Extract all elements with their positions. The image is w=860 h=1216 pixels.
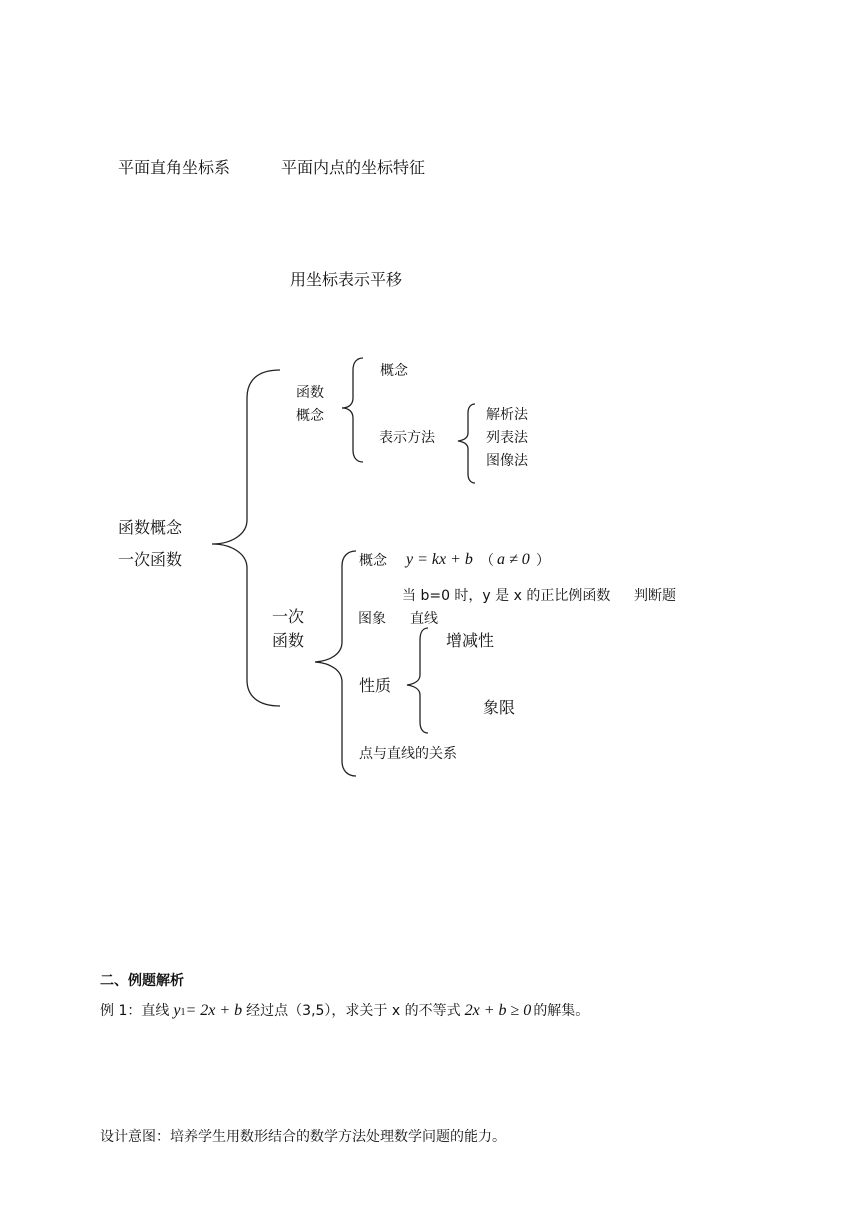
example-eq-subscript: 1 (180, 1007, 186, 1018)
design-intent-text: 设计意图：培养学生用数形结合的数学方法处理数学问题的能力。 (100, 1129, 506, 1145)
graph-item: 图象 (358, 611, 386, 627)
linear-label-line2: 函数 (272, 631, 305, 650)
func-concept-brace (342, 358, 363, 462)
example-suffix: 的解集。 (533, 1003, 590, 1019)
method-table: 列表法 (486, 430, 528, 446)
section-heading: 二、例题解析 (100, 973, 184, 989)
property-brace (407, 628, 428, 733)
example-eq-rest: = 2x + b (185, 1002, 243, 1019)
linear-concept-item: 概念 (359, 553, 387, 569)
root-label-line2: 一次函数 (118, 550, 183, 569)
condition-open-paren: （ (480, 553, 494, 569)
func-concept-label-line1: 函数 (296, 385, 324, 401)
root-label-line1: 函数概念 (118, 518, 183, 537)
translation-label: 用坐标表示平移 (290, 270, 403, 289)
judge-question-label: 判断题 (634, 588, 676, 604)
example-prefix: 例 1：直线 (100, 1003, 170, 1019)
example-1-text (100, 1003, 589, 1019)
root-brace (212, 370, 280, 706)
proportional-note: 当 b=0 时，y 是 x 的正比例函数 (402, 588, 611, 604)
linear-formula: y = kx + b (406, 551, 473, 568)
example-middle: 经过点（3,5），求关于 x 的不等式 (246, 1003, 461, 1019)
method-graph: 图像法 (486, 453, 528, 469)
property-item: 性质 (359, 676, 392, 695)
coord-system-label: 平面直角坐标系 (118, 158, 231, 177)
example-eq-y: y (173, 1002, 181, 1019)
func-concept-label-line2: 概念 (296, 408, 324, 424)
condition-close-paren: ） (536, 553, 550, 569)
method-analytic: 解析法 (486, 407, 528, 423)
point-line-relation-item: 点与直线的关系 (359, 746, 457, 762)
quadrant-item: 象限 (483, 698, 516, 717)
point-feature-label: 平面内点的坐标特征 (281, 158, 426, 177)
example-inequality: 2x + b ≥ 0 (464, 1002, 532, 1019)
func-concept-item: 概念 (380, 363, 408, 379)
linear-brace (315, 551, 356, 776)
linear-condition: a ≠ 0 (497, 551, 530, 568)
line-item: 直线 (410, 611, 438, 627)
linear-label-line1: 一次 (272, 607, 305, 626)
representation-item: 表示方法 (379, 430, 435, 446)
methods-brace (458, 404, 475, 483)
monotonic-item: 增减性 (446, 631, 495, 650)
